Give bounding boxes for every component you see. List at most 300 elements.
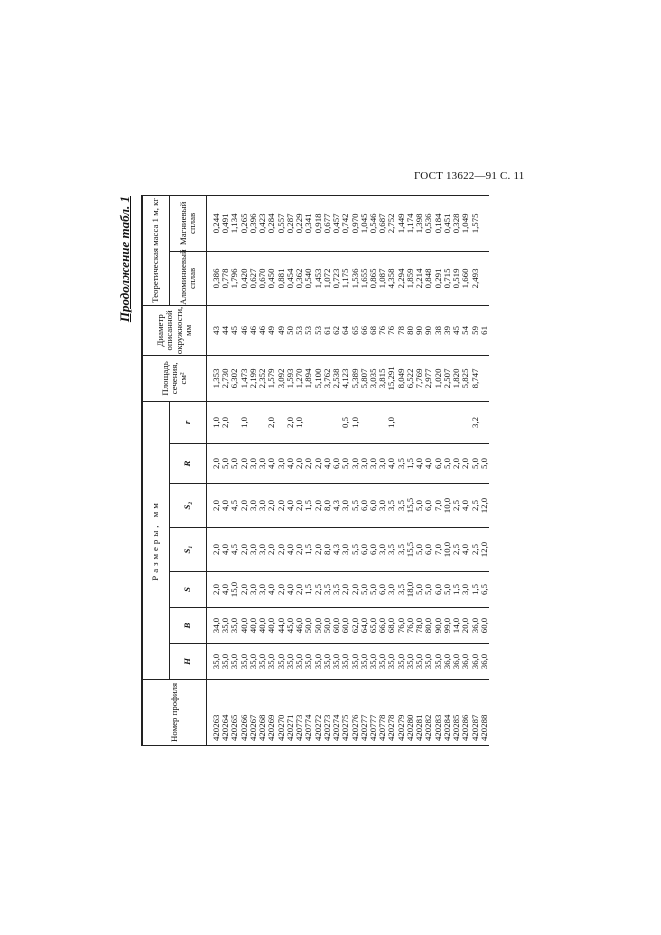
table-cell: 5,0 (221, 444, 230, 484)
table-cell: 3,0 (387, 572, 396, 608)
table-cell: 3,5 (397, 572, 406, 608)
table-cell: 35,0 (406, 644, 415, 680)
table-cell (369, 401, 378, 443)
table-cell: 3,0 (369, 444, 378, 484)
table-cell: 0,677 (323, 195, 332, 251)
table-cell: 0,918 (314, 195, 323, 251)
table-cell: 2,0 (240, 572, 249, 608)
table-cell: 5,0 (480, 444, 489, 484)
table-cell: 35,0 (332, 644, 341, 680)
table-cell: 80 (406, 305, 415, 355)
table-cell: 0,423 (258, 195, 267, 251)
table-cell: 420264 (221, 680, 230, 746)
table-cell: 2,5 (452, 528, 461, 572)
table-cell: 35,0 (207, 644, 222, 680)
table-cell: 5,0 (424, 572, 433, 608)
table-cell: 0,386 (207, 251, 222, 305)
table-cell: 64,0 (360, 608, 369, 644)
table-cell: 12,0 (480, 484, 489, 528)
table-cell: 3,5 (397, 484, 406, 528)
table-cell: 35,0 (397, 644, 406, 680)
table-cell: 0,291 (434, 251, 443, 305)
table-cell: 1,859 (406, 251, 415, 305)
table-cell: 35,0 (378, 644, 387, 680)
table-cell: 60,0 (332, 608, 341, 644)
table-cell: 53 (314, 305, 323, 355)
table-cell: 3,0 (378, 444, 387, 484)
table-cell: 35,0 (267, 644, 276, 680)
table-cell: 1,353 (207, 355, 222, 401)
table-cell: 5,825 (461, 355, 470, 401)
table-cell: 6,522 (406, 355, 415, 401)
table-cell: 6,0 (434, 444, 443, 484)
table-cell: 4,0 (461, 484, 470, 528)
table-cell: 0,519 (452, 251, 461, 305)
table-cell: 43 (207, 305, 222, 355)
table-cell: 15,5 (406, 484, 415, 528)
table-cell: 64 (341, 305, 350, 355)
table-cell: 0,287 (286, 195, 295, 251)
table-cell: 2,5 (314, 572, 323, 608)
table-cell: 420285 (452, 680, 461, 746)
table-cell: 6,0 (332, 444, 341, 484)
table-cell: 4,0 (387, 444, 396, 484)
table-cell: 4,3 (332, 528, 341, 572)
table-cell: 3,5 (332, 572, 341, 608)
table-cell: 65 (351, 305, 360, 355)
col-circle-diameter: Диаметр описанной окружности, мм (142, 305, 207, 355)
table-cell: 78 (397, 305, 406, 355)
table-cell (452, 401, 461, 443)
table-cell: 0,557 (277, 195, 286, 251)
table-cell: 1,0 (207, 401, 222, 443)
table-cell: 2,0 (207, 528, 222, 572)
table-cell: 3,0 (378, 484, 387, 528)
table-cell: 420263 (207, 680, 222, 746)
col-group-mass: Теоретическая масса 1 м, кг (142, 195, 170, 305)
table-cell: 420273 (323, 680, 332, 746)
table-cell: 35,0 (323, 644, 332, 680)
table-cell: 2,752 (387, 195, 396, 251)
table-cell: 420267 (249, 680, 258, 746)
profile-table (141, 195, 489, 746)
table-cell: 0,457 (332, 195, 341, 251)
table-cell: 68,0 (387, 608, 396, 644)
table-cell: 36,0 (452, 644, 461, 680)
table-cell: 420774 (304, 680, 313, 746)
table-cell: 0,778 (221, 251, 230, 305)
table-cell: 2,0 (207, 484, 222, 528)
table-cell: 3,2 (471, 401, 480, 443)
table-cell: 3,0 (258, 484, 267, 528)
table-cell: 4,5 (230, 528, 239, 572)
table-cell: 7,0 (434, 484, 443, 528)
table-cell: 0,450 (267, 251, 276, 305)
table-cell (480, 355, 489, 401)
table-cell: 45 (230, 305, 239, 355)
table-cell: 0,540 (304, 251, 313, 305)
table-cell: 1,453 (314, 251, 323, 305)
table-cell: 3,815 (378, 355, 387, 401)
table-cell: 40,0 (240, 608, 249, 644)
table-cell: 61 (480, 305, 489, 355)
table-cell: 0,848 (424, 251, 433, 305)
table-cell: 3,5 (397, 528, 406, 572)
table-cell: 35,0 (387, 644, 396, 680)
table-cell: 5,0 (471, 444, 480, 484)
table-cell: 3,0 (258, 572, 267, 608)
table-cell: 15,291 (387, 355, 396, 401)
table-cell: 66,0 (378, 608, 387, 644)
page-header: ГОСТ 13622—91 С. 11 (414, 170, 525, 182)
table-cell: 40,0 (258, 608, 267, 644)
col-b: B (170, 608, 207, 644)
table-cell: 54 (461, 305, 470, 355)
table-cell: 1,020 (434, 355, 443, 401)
table-cell: 2,0 (286, 401, 295, 443)
table-cell: 6,0 (360, 484, 369, 528)
table-cell: 1,593 (286, 355, 295, 401)
table-cell: 0,362 (295, 251, 304, 305)
table-cell: 35,0 (351, 644, 360, 680)
col-aluminum: Алюминиевый сплав (170, 251, 207, 305)
table-cell: 4,3 (332, 484, 341, 528)
table-cell: 4,0 (286, 528, 295, 572)
table-cell: 6,302 (230, 355, 239, 401)
table-cell: 35,0 (230, 644, 239, 680)
table-cell: 2,0 (207, 444, 222, 484)
table-cell: 0,451 (443, 195, 452, 251)
table-cell: 420778 (378, 680, 387, 746)
table-cell: 10,0 (443, 484, 452, 528)
table-cell: 50,0 (323, 608, 332, 644)
table-cell: 35,0 (258, 644, 267, 680)
table-cell: 420286 (461, 680, 470, 746)
table-cell: 60,0 (341, 608, 350, 644)
table-cell: 6,5 (480, 572, 489, 608)
table-cell: 3,0 (461, 572, 470, 608)
table-cell: 62 (332, 305, 341, 355)
table-cell: 1,5 (406, 444, 415, 484)
table-cell: 2,0 (461, 444, 470, 484)
col-profile-number: Номер профиля (142, 680, 207, 746)
table-cell: 2,0 (240, 444, 249, 484)
table-cell: 44 (221, 305, 230, 355)
table-cell: 76 (378, 305, 387, 355)
table-cell: 4,0 (286, 484, 295, 528)
table-cell: 1,174 (406, 195, 415, 251)
table-cell: 1,175 (341, 251, 350, 305)
table-cell: 49 (277, 305, 286, 355)
table-cell: 0,341 (304, 195, 313, 251)
table-cell: 0,396 (249, 195, 258, 251)
table-cell: 420287 (471, 680, 480, 746)
table-cell: 65,0 (369, 608, 378, 644)
table-cell: 3,5 (387, 484, 396, 528)
col-r-big: R (170, 444, 207, 484)
table-cell: 0,546 (369, 195, 378, 251)
table-cell: 5,5 (351, 528, 360, 572)
table-cell: 2,0 (277, 528, 286, 572)
table-cell: 0,670 (258, 251, 267, 305)
table-cell: 14,0 (452, 608, 461, 644)
table-cell: 4,0 (267, 572, 276, 608)
table-cell: 35,0 (221, 608, 230, 644)
table-cell: 2,214 (415, 251, 424, 305)
table-cell: 2,5 (471, 484, 480, 528)
table-cell: 15,0 (230, 572, 239, 608)
table-cell: 35,0 (415, 644, 424, 680)
table-cell: 3,0 (249, 528, 258, 572)
table-cell: 0,742 (341, 195, 350, 251)
table-cell: 15,5 (406, 528, 415, 572)
table-cell: 0,881 (277, 251, 286, 305)
table-cell: 420277 (360, 680, 369, 746)
table-cell: 1,0 (351, 401, 360, 443)
col-s1: S₁ (170, 528, 207, 572)
table-cell: 5,0 (415, 528, 424, 572)
table-cell: 2,0 (452, 444, 461, 484)
table-cell: 420283 (434, 680, 443, 746)
table-cell: 1,449 (397, 195, 406, 251)
table-cell: 39 (443, 305, 452, 355)
table-cell: 8,049 (397, 355, 406, 401)
table-cell: 420284 (443, 680, 452, 746)
table-cell (480, 401, 489, 443)
table-cell: 6,0 (369, 528, 378, 572)
table-cell (360, 401, 369, 443)
table-cell: 420280 (406, 680, 415, 746)
table-cell: 6,0 (424, 484, 433, 528)
table-cell: 2,352 (258, 355, 267, 401)
table-cell: 35,0 (286, 644, 295, 680)
table-cell (323, 401, 332, 443)
table-cell: 35,0 (341, 644, 350, 680)
table-cell: 46 (258, 305, 267, 355)
table-row (480, 195, 489, 745)
table-cell (443, 401, 452, 443)
table-cell: 46,0 (295, 608, 304, 644)
table-cell: 5,389 (351, 355, 360, 401)
table-cell: 36,0 (480, 644, 489, 680)
table-cell: 3,035 (369, 355, 378, 401)
table-cell: 5,0 (443, 572, 452, 608)
table-cell: 6,0 (360, 528, 369, 572)
table-cell: 3,0 (249, 444, 258, 484)
table-cell: 4,5 (230, 484, 239, 528)
table-cell: 5,0 (369, 572, 378, 608)
table-cell: 2,0 (314, 528, 323, 572)
table-cell: 0,244 (207, 195, 222, 251)
table-cell: 62,0 (351, 608, 360, 644)
col-h: H (170, 644, 207, 680)
table-cell: 7,769 (415, 355, 424, 401)
table-cell: 3,0 (258, 528, 267, 572)
table-cell: 5,5 (351, 484, 360, 528)
table-cell (406, 401, 415, 443)
table-cell: 5,100 (314, 355, 323, 401)
table-cell: 10,0 (443, 528, 452, 572)
table-cell: 36,0 (443, 644, 452, 680)
table-cell: 35,0 (240, 644, 249, 680)
table-cell: 8,747 (471, 355, 480, 401)
table-cell: 2,0 (240, 528, 249, 572)
table-cell: 5,0 (230, 444, 239, 484)
table-cell: 3,0 (341, 484, 350, 528)
table-cell: 1,072 (323, 251, 332, 305)
table-cell: 50,0 (314, 608, 323, 644)
table-cell: 1,5 (452, 572, 461, 608)
table-cell: 0,536 (424, 195, 433, 251)
col-magnesium: Магниевый сплав (170, 195, 207, 251)
table-cell: 0,491 (221, 195, 230, 251)
table-cell (434, 401, 443, 443)
table-cell: 2,507 (443, 355, 452, 401)
table-cell: 1,660 (461, 251, 470, 305)
table-cell: 420270 (277, 680, 286, 746)
rotated-table-page (117, 196, 517, 746)
table-cell: 50 (286, 305, 295, 355)
table-cell (424, 401, 433, 443)
table-cell: 3,092 (277, 355, 286, 401)
table-cell: 18,0 (406, 572, 415, 608)
table-cell: 60,0 (480, 608, 489, 644)
table-cell: 420288 (480, 680, 489, 746)
table-cell: 420276 (351, 680, 360, 746)
table-cell: 420773 (295, 680, 304, 746)
table-cell: 2,730 (221, 355, 230, 401)
table-cell: 0,420 (240, 251, 249, 305)
table-cell: 35,0 (314, 644, 323, 680)
table-cell: 6,0 (378, 572, 387, 608)
table-cell: 35,0 (434, 644, 443, 680)
table-cell: 3,0 (258, 444, 267, 484)
table-cell: 2,538 (332, 355, 341, 401)
table-cell: 36,0 (461, 644, 470, 680)
table-cell: 2,493 (471, 251, 480, 305)
table-cell: 49 (267, 305, 276, 355)
table-cell: 1,536 (351, 251, 360, 305)
table-cell: 35,0 (369, 644, 378, 680)
table-cell: 35,0 (360, 644, 369, 680)
table-cell: 35,0 (277, 644, 286, 680)
table-cell: 4,0 (221, 528, 230, 572)
table-cell: 1,045 (360, 195, 369, 251)
table-cell: 1,5 (304, 484, 313, 528)
table-cell: 3,762 (323, 355, 332, 401)
table-cell: 420268 (258, 680, 267, 746)
table-cell: 44,0 (277, 608, 286, 644)
table-cell: 4,0 (424, 444, 433, 484)
table-cell: 2,199 (249, 355, 258, 401)
table-cell: 45,0 (286, 608, 295, 644)
table-cell: 3,0 (360, 444, 369, 484)
table-cell: 2,0 (295, 484, 304, 528)
table-cell: 2,5 (471, 528, 480, 572)
table-cell (304, 401, 313, 443)
continuation-title: Продолжение табл. 1 (117, 196, 132, 323)
table-cell: 4,0 (221, 572, 230, 608)
table-cell: 5,0 (415, 572, 424, 608)
table-cell: 5,807 (360, 355, 369, 401)
table-cell: 4,0 (286, 444, 295, 484)
table-cell: 5,0 (443, 444, 452, 484)
table-cell: 4,0 (267, 444, 276, 484)
col-s: S (170, 572, 207, 608)
table-cell: 80,0 (424, 608, 433, 644)
table-cell: 4,358 (387, 251, 396, 305)
table-cell: 3,5 (387, 528, 396, 572)
table-cell: 2,0 (314, 444, 323, 484)
table-cell: 2,0 (267, 484, 276, 528)
table-cell: 2,0 (341, 572, 350, 608)
table-cell: 53 (304, 305, 313, 355)
table-cell: 1,398 (415, 195, 424, 251)
table-cell (314, 401, 323, 443)
table-cell: 1,5 (471, 572, 480, 608)
table-cell: 0,865 (369, 251, 378, 305)
table-cell: 2,0 (314, 484, 323, 528)
table-cell: 1,655 (360, 251, 369, 305)
table-cell: 2,0 (277, 572, 286, 608)
table-cell (397, 401, 406, 443)
table-cell: 4,0 (221, 484, 230, 528)
table-cell: 2,0 (295, 528, 304, 572)
table-cell: 0,284 (267, 195, 276, 251)
table-cell: 0,687 (378, 195, 387, 251)
table-cell: 90,0 (434, 608, 443, 644)
table-cell: 4,0 (323, 444, 332, 484)
table-cell: 2,294 (397, 251, 406, 305)
table-cell: 0,328 (452, 195, 461, 251)
table-cell: 4,0 (461, 528, 470, 572)
table-cell: 50,0 (304, 608, 313, 644)
table-cell: 4,123 (341, 355, 350, 401)
table-cell: 420265 (230, 680, 239, 746)
table-cell: 1,049 (461, 195, 470, 251)
table-cell: 2,5 (452, 484, 461, 528)
table-cell: 3,0 (249, 484, 258, 528)
table-cell: 4,0 (415, 444, 424, 484)
table-cell: 3,0 (277, 444, 286, 484)
table-cell: 2,0 (267, 528, 276, 572)
table-cell: 4,0 (286, 572, 295, 608)
table-cell: 12,0 (480, 528, 489, 572)
table-cell: 1,894 (304, 355, 313, 401)
table-cell: 38 (434, 305, 443, 355)
table-cell: 0,5 (341, 401, 350, 443)
table-cell: 420266 (240, 680, 249, 746)
col-group-dimensions: Размеры, мм (142, 401, 170, 679)
col-r-small: r (170, 401, 207, 443)
table-cell: 36,0 (471, 608, 480, 644)
table-cell: 0,723 (332, 251, 341, 305)
table-cell: 420281 (415, 680, 424, 746)
table-cell: 0,265 (240, 195, 249, 251)
table-cell: 36,0 (471, 644, 480, 680)
table-cell: 1,575 (471, 195, 480, 251)
table-cell: 420269 (267, 680, 276, 746)
table-cell: 59 (471, 305, 480, 355)
table-cell: 1,270 (295, 355, 304, 401)
table-cell: 2,0 (207, 572, 222, 608)
table-cell: 78,0 (415, 608, 424, 644)
table-cell: 46 (240, 305, 249, 355)
table-cell: 3,0 (378, 528, 387, 572)
table-cell: 0,229 (295, 195, 304, 251)
table-cell: 1,087 (378, 251, 387, 305)
table-row (207, 195, 222, 745)
